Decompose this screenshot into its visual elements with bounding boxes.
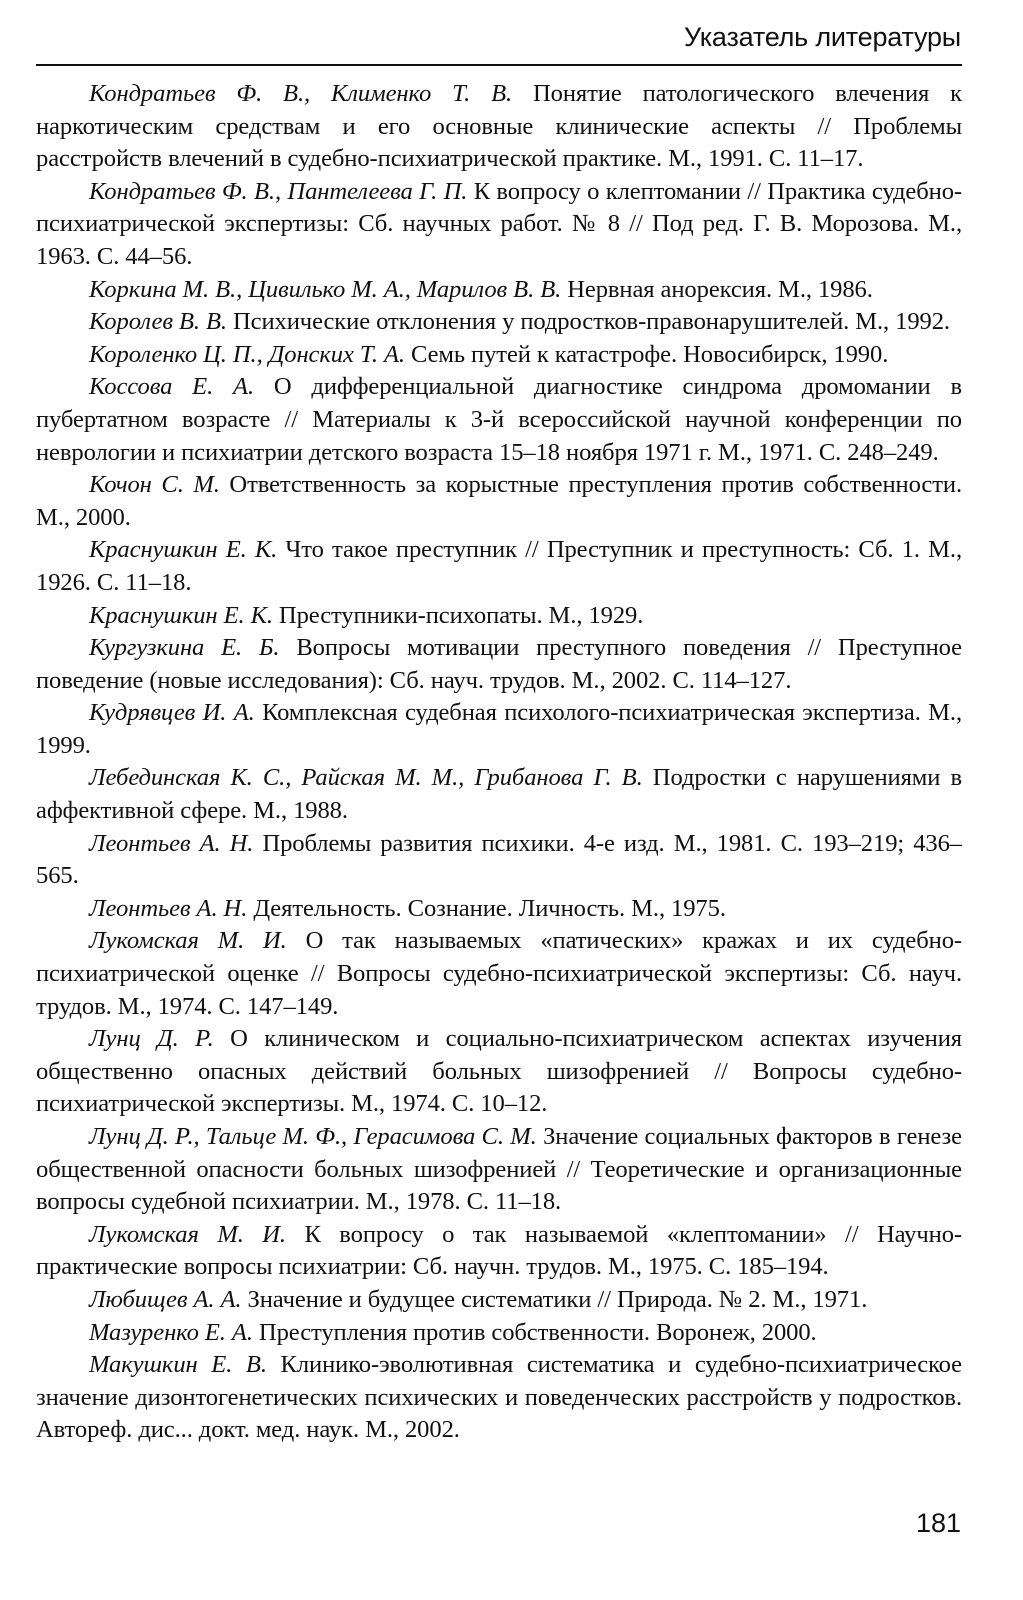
bibliography-entry: [36, 176, 962, 274]
entry-author: Макушкин Е. В.: [89, 1351, 267, 1379]
entry-text: Понятие патологического влечения к наркотическим средствам и его основные клинические аспекты // Проблемы расстройств влечений в судебно-психиатрической практике. М., 1991. С. 11–17.: [36, 80, 962, 173]
bibliography-entry: [36, 1023, 962, 1121]
bibliography-entry: [36, 632, 962, 697]
entry-text: Деятельность. Сознание. Личность. М., 1975.: [247, 894, 726, 922]
bibliography-entry: [36, 78, 962, 176]
entry-author: Леонтьев А. Н.: [89, 894, 248, 922]
header-rule: [36, 64, 962, 66]
bibliography-entry: [36, 600, 962, 633]
entry-text: Нервная анорексия. М., 1986.: [561, 275, 873, 303]
entry-author: Любищев А. А.: [89, 1285, 242, 1313]
entry-text: О так называемых «патических» кражах и их судебно-психиатрической оценке // Вопросы судебно-психиатрической экспертизы: Сб. науч. трудов. М., 1974. С. 147–149.: [36, 927, 962, 1020]
entry-text: Проблемы развития психики. 4-е изд. М., 1981. С. 193–219; 436–565.: [36, 829, 962, 890]
entry-author: Коссова Е. А.: [89, 373, 254, 401]
entry-author: Лебединская К. С., Райская М. М., Грибанова Г. В.: [89, 764, 643, 792]
entry-author: Кочон С. М.: [89, 471, 220, 499]
bibliography-entry: [36, 339, 962, 372]
entry-author: Королев В. В.: [89, 308, 227, 336]
entry-text: Вопросы мотивации преступного поведения // Преступное поведение (новые исследования): Сб. науч. трудов. М., 2002. С. 114–127.: [36, 634, 962, 694]
entry-text: К вопросу о так называемой «клептомании» // Научно-практические вопросы психиатрии: Сб. научн. трудов. М., 1975. С. 185–194.: [36, 1220, 963, 1281]
bibliography-entry: [36, 274, 962, 307]
bibliography-entry: [36, 697, 962, 762]
entry-text: Психические отклонения у подростков-правонарушителей. М., 1992.: [226, 308, 950, 336]
bibliography-entry: [36, 925, 962, 1023]
bibliography-entry: [36, 469, 962, 534]
entry-author: Лунц Д. Р., Тальце М. Ф., Герасимова С. М.: [89, 1123, 537, 1150]
bibliography-entry: [36, 306, 962, 339]
entry-text: К вопросу о клептомании // Практика судебно-психиатрической экспертизы: Сб. научных работ. № 8 // Под ред. Г. В. Морозова. М., 1963. С. 44–56.: [36, 177, 962, 270]
entry-text: Значение и будущее систематики // Природа. № 2. М., 1971.: [241, 1285, 868, 1313]
page-number: 181: [915, 1508, 961, 1538]
entry-text: Семь путей к катастрофе. Новосибирск, 1990.: [404, 340, 889, 368]
entry-text: Клинико-эволютивная систематика и судебно-психиатрическое значение дизонтогенетических психических и поведенческих расстройств у подростков. Автореф. дис... докт. мед. наук. М., 2002.: [36, 1351, 962, 1444]
entry-text: О дифференциальной диагностике синдрома дромомании в пубертатном возрасте // Материалы к 3-й всероссийской научной конференции по неврологии и психиатрии детского возраста 15–18 ноября 1971 г. М., 1971. С. 248–249.: [36, 373, 962, 466]
entry-author: Лукомская М. И.: [89, 1220, 286, 1248]
bibliography-entry: [36, 1219, 962, 1284]
entry-text: Преступники-психопаты. М., 1929.: [272, 601, 644, 629]
entry-text: О клиническом и социально-психиатрическом аспектах изучения общественно опасных действий больных шизофренией // Вопросы судебно-психиатрической экспертизы. М., 1974. С. 10–12.: [36, 1025, 962, 1118]
bibliography-list: [36, 78, 962, 1447]
bibliography-entry: [36, 828, 962, 893]
entry-author: Короленко Ц. П., Донских Т. А.: [89, 340, 405, 368]
entry-author: Кондратьев Ф. В., Клименко Т. В.: [89, 80, 513, 107]
entry-author: Кондратьев Ф. В., Пантелеева Г. П.: [89, 177, 468, 205]
bibliography-entry: [36, 1349, 962, 1447]
entry-author: Краснушкин Е. К.: [89, 601, 273, 629]
entry-text: Подростки с нарушениями в аффективной сфере. М., 1988.: [36, 764, 962, 825]
entry-author: Лукомская М. И.: [89, 927, 287, 955]
entry-author: Кудрявцев И. А.: [89, 699, 255, 727]
bibliography-entry: [36, 534, 962, 599]
entry-author: Лунц Д. Р.: [89, 1025, 214, 1053]
bibliography-entry: [36, 1317, 962, 1350]
bibliography-entry: [36, 371, 962, 469]
running-header: Указатель литературы: [683, 22, 961, 52]
entry-text: Значение социальных факторов в генезе общественной опасности больных шизофренией // Теоретические и организационные вопросы судебной психиатрии. М., 1978. С. 11–18.: [36, 1123, 962, 1216]
entry-author: Леонтьев А. Н.: [89, 829, 254, 857]
bibliography-entry: [36, 1121, 962, 1219]
bibliography-entry: [36, 1284, 962, 1317]
entry-author: Краснушкин Е. К.: [89, 536, 278, 564]
entry-author: Коркина М. В., Цивилько М. А., Марилов В. В.: [89, 275, 562, 303]
entry-text: Комплексная судебная психолого-психиатрическая экспертиза. М., 1999.: [36, 699, 962, 759]
entry-text: Преступления против собственности. Воронеж, 2000.: [252, 1318, 817, 1346]
entry-text: Ответственность за корыстные преступления против собственности. М., 2000.: [36, 471, 962, 531]
entry-author: Кургузкина Е. Б.: [89, 634, 280, 662]
entry-author: Мазуренко Е. А.: [89, 1318, 253, 1346]
bibliography-entry: [36, 893, 962, 926]
bibliography-entry: [36, 762, 962, 827]
entry-text: Что такое преступник // Преступник и преступность: Сб. 1. М., 1926. С. 11–18.: [36, 536, 962, 596]
